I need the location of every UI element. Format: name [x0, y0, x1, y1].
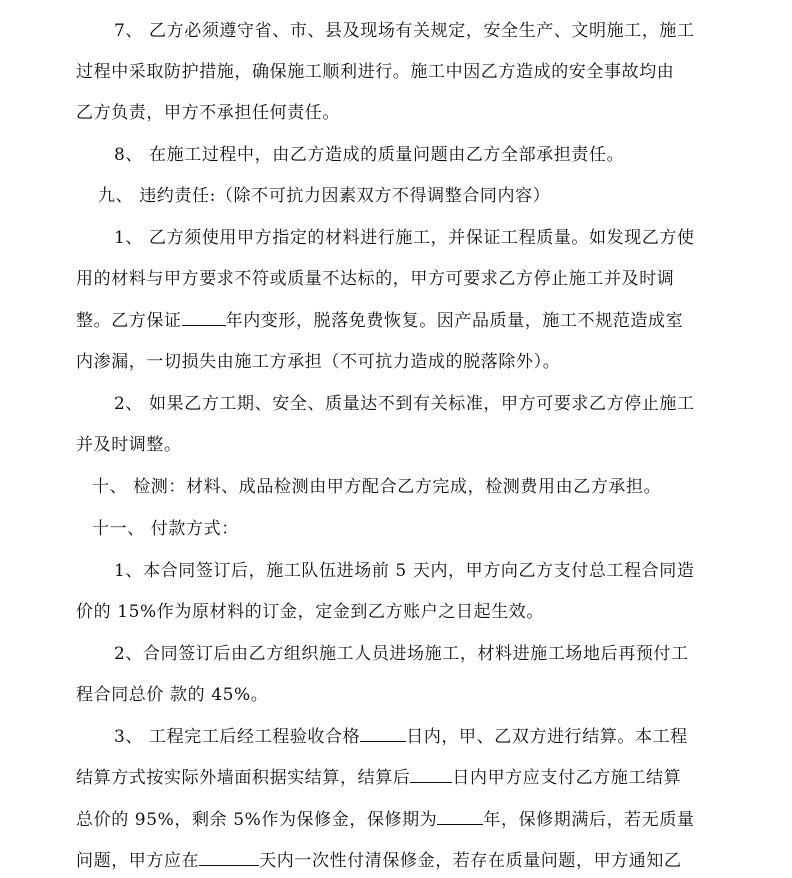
text-segment: 3、 工程完工后经工程验收合格 [114, 727, 361, 747]
text-segment: 日内，甲、乙双方进行结算。本工程 [406, 727, 688, 747]
section-9-item-1-line-1: 1、 乙方须使用甲方指定的材料进行施工，并保证工程质量。如发现乙方使 [114, 228, 695, 248]
section-11-item-3-line-1 [76, 726, 762, 748]
clause-8-line-1: 8、 在施工过程中，由乙方造成的质量问题由乙方全部承担责任。 [114, 145, 625, 165]
clause-7-line-2: 过程中采取防护措施，确保施工顺利进行。施工中因乙方造成的安全事故均由 [76, 62, 675, 82]
text-segment: 年内变形，脱落免费恢复。因产品质量，施工不规范造成室 [225, 311, 684, 331]
section-11-heading: 十一、 付款方式： [92, 519, 239, 539]
blank-warranty-years [437, 810, 483, 825]
text-segment: 日内甲方应支付乙方施工结算 [452, 768, 682, 788]
section-11-item-1-line-2: 价的 15%作为原材料的订金，定金到乙方账户之日起生效。 [76, 602, 544, 622]
clause-7-line-1: 7、 乙方必须遵守省、市、县及现场有关规定，安全生产、文明施工，施工 [114, 21, 695, 41]
section-11-item-1-line-1: 1、本合同签订后，施工队伍进场前 5 天内，甲方向乙方支付总工程合同造 [114, 561, 695, 581]
section-11-item-2-line-2: 程合同总价 款的 45%。 [76, 685, 269, 705]
text-segment: 总价的 95%，剩余 5%作为保修金，保修期为 [76, 810, 438, 830]
clause-7-line-3: 乙方负责，甲方不承担任何责任。 [76, 103, 340, 123]
text-segment: 整。乙方保证 [76, 311, 182, 331]
section-11-item-3-line-3 [76, 809, 724, 831]
section-9-heading: 九、 违约责任:（除不可抗力因素双方不得调整合同内容） [98, 186, 551, 206]
section-9-item-1-line-3 [76, 310, 724, 332]
section-11-item-3-line-4 [76, 850, 724, 872]
text-segment: 结算方式按实际外墙面积据实结算，结算后 [76, 768, 411, 788]
section-11-item-2-line-1: 2、合同签订后由乙方组织施工人员进场施工，材料进施工场地后再预付工 [114, 644, 689, 664]
section-9-item-2-line-1: 2、 如果乙方工期、安全、质量达不到有关标准，甲方可要求乙方停止施工 [114, 394, 695, 414]
section-11-item-3-line-2 [76, 767, 724, 789]
blank-settlement-days [410, 768, 452, 783]
blank-payment-days [199, 851, 259, 866]
section-9-item-1-line-2: 用的材料与甲方要求不符或质量不达标的，甲方可要求乙方停止施工并及时调 [76, 269, 675, 289]
text-segment: 天内一次性付清保修金，若存在质量问题，甲方通知乙 [259, 851, 682, 871]
blank-years [182, 311, 226, 326]
section-10-heading: 十、 检测：材料、成品检测由甲方配合乙方完成，检测费用由乙方承担。 [92, 477, 662, 497]
section-9-item-2-line-2: 并及时调整。 [76, 435, 182, 455]
text-segment: 问题，甲方应在 [76, 851, 200, 871]
text-segment: 年，保修期满后，若无质量 [483, 810, 695, 830]
section-9-item-1-line-4: 内渗漏，一切损失由施工方承担（不可抗力造成的脱落除外）。 [76, 352, 561, 372]
blank-acceptance-days [360, 727, 406, 742]
